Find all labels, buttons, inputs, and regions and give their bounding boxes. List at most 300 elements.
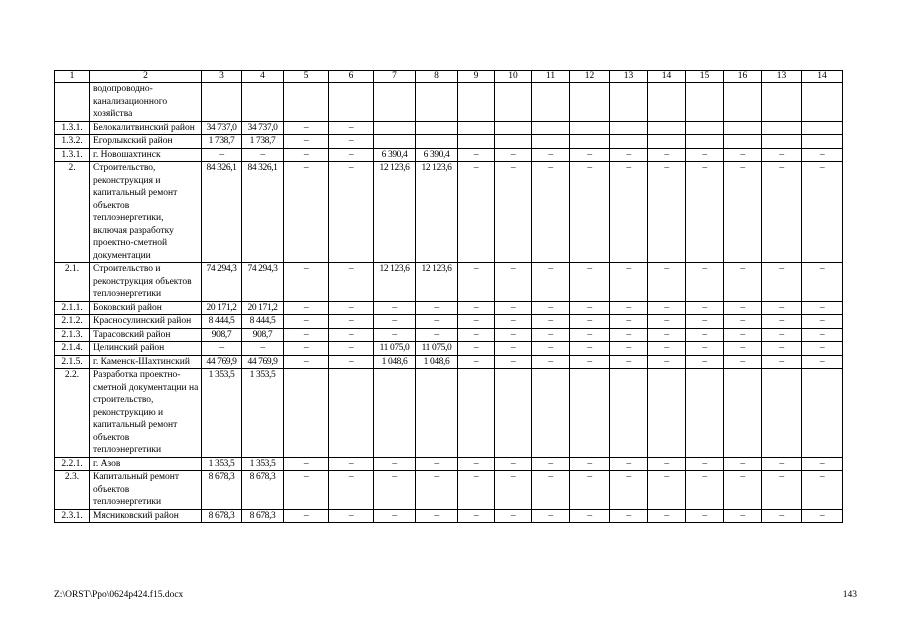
value-cell: – xyxy=(570,355,610,369)
value-cell xyxy=(724,135,762,149)
row-number: 2.1.3. xyxy=(55,328,90,342)
value-cell: – xyxy=(762,148,802,162)
value-cell: – xyxy=(762,301,802,315)
value-cell xyxy=(495,83,532,122)
value-cell: – xyxy=(458,162,495,263)
value-cell: – xyxy=(374,509,416,523)
value-cell: – xyxy=(802,301,843,315)
column-number: 15 xyxy=(686,71,724,83)
row-number xyxy=(55,83,90,122)
value-cell: 6 390,4 xyxy=(416,148,458,162)
value-cell: 84 326,1 xyxy=(202,162,242,263)
value-cell: – xyxy=(762,342,802,356)
value-cell: – xyxy=(495,263,532,302)
table-row xyxy=(55,315,843,329)
column-number: 7 xyxy=(374,71,416,83)
value-cell: – xyxy=(648,148,686,162)
value-cell xyxy=(724,83,762,122)
value-cell: 8 678,3 xyxy=(202,471,242,510)
value-cell: – xyxy=(570,315,610,329)
value-cell xyxy=(458,369,495,458)
value-cell: 34 737,0 xyxy=(202,121,242,135)
value-cell xyxy=(284,369,329,458)
value-cell: – xyxy=(686,315,724,329)
value-cell xyxy=(284,83,329,122)
value-cell: 20 171,2 xyxy=(202,301,242,315)
value-cell: 34 737,0 xyxy=(242,121,284,135)
row-name: Егорлыкский район xyxy=(90,135,202,149)
value-cell: – xyxy=(648,457,686,471)
value-cell: – xyxy=(416,509,458,523)
value-cell: – xyxy=(495,342,532,356)
value-cell: – xyxy=(686,509,724,523)
value-cell: – xyxy=(762,355,802,369)
table-row xyxy=(55,148,843,162)
value-cell: – xyxy=(495,315,532,329)
value-cell: – xyxy=(686,328,724,342)
value-cell: – xyxy=(648,328,686,342)
row-number: 2.3. xyxy=(55,471,90,510)
value-cell xyxy=(762,83,802,122)
value-cell: – xyxy=(458,355,495,369)
value-cell: 8 444,5 xyxy=(242,315,284,329)
value-cell: 1 353,5 xyxy=(242,369,284,458)
value-cell: – xyxy=(458,148,495,162)
value-cell: – xyxy=(762,315,802,329)
value-cell: – xyxy=(458,509,495,523)
value-cell xyxy=(202,83,242,122)
value-cell: – xyxy=(802,471,843,510)
row-name: Целинский район xyxy=(90,342,202,356)
value-cell: – xyxy=(762,263,802,302)
value-cell: – xyxy=(570,457,610,471)
value-cell: – xyxy=(610,355,648,369)
value-cell: – xyxy=(495,355,532,369)
value-cell xyxy=(329,369,374,458)
value-cell: 1 048,6 xyxy=(416,355,458,369)
value-cell: – xyxy=(458,471,495,510)
value-cell xyxy=(416,135,458,149)
value-cell xyxy=(374,369,416,458)
value-cell: 12 123,6 xyxy=(374,263,416,302)
row-number: 2.1. xyxy=(55,263,90,302)
value-cell: – xyxy=(802,355,843,369)
value-cell: – xyxy=(686,148,724,162)
value-cell: – xyxy=(686,162,724,263)
value-cell: – xyxy=(610,342,648,356)
column-number: 8 xyxy=(416,71,458,83)
value-cell: – xyxy=(762,457,802,471)
value-cell: – xyxy=(532,509,570,523)
value-cell: – xyxy=(570,328,610,342)
value-cell: – xyxy=(610,263,648,302)
value-cell: – xyxy=(374,471,416,510)
value-cell: – xyxy=(648,342,686,356)
value-cell xyxy=(570,369,610,458)
value-cell xyxy=(532,369,570,458)
value-cell xyxy=(570,83,610,122)
value-cell: – xyxy=(570,148,610,162)
value-cell: – xyxy=(724,162,762,263)
value-cell: – xyxy=(686,342,724,356)
column-number: 3 xyxy=(202,71,242,83)
row-number: 2.1.4. xyxy=(55,342,90,356)
value-cell: – xyxy=(374,301,416,315)
value-cell: – xyxy=(648,471,686,510)
value-cell xyxy=(762,135,802,149)
value-cell: 84 326,1 xyxy=(242,162,284,263)
row-number: 2.1.2. xyxy=(55,315,90,329)
value-cell: 1 353,5 xyxy=(202,369,242,458)
row-name: Тарасовский район xyxy=(90,328,202,342)
value-cell: – xyxy=(284,315,329,329)
value-cell: 1 353,5 xyxy=(242,457,284,471)
value-cell xyxy=(648,135,686,149)
value-cell: 11 075,0 xyxy=(416,342,458,356)
value-cell: 1 738,7 xyxy=(202,135,242,149)
value-cell: – xyxy=(610,457,648,471)
value-cell: – xyxy=(532,162,570,263)
row-name: г. Каменск-Шахтинский xyxy=(90,355,202,369)
table-row xyxy=(55,328,843,342)
value-cell xyxy=(416,121,458,135)
data-table xyxy=(54,70,843,523)
value-cell xyxy=(648,369,686,458)
row-name: Мясниковский район xyxy=(90,509,202,523)
value-cell: – xyxy=(686,355,724,369)
value-cell: 74 294,3 xyxy=(242,263,284,302)
value-cell: 74 294,3 xyxy=(202,263,242,302)
value-cell: – xyxy=(329,121,374,135)
value-cell: – xyxy=(724,457,762,471)
value-cell: – xyxy=(458,301,495,315)
value-cell xyxy=(458,121,495,135)
row-name: Боковский район xyxy=(90,301,202,315)
value-cell: – xyxy=(329,162,374,263)
column-number: 13 xyxy=(610,71,648,83)
value-cell xyxy=(570,135,610,149)
row-name: водопроводно-канализационного хозяйства xyxy=(90,83,202,122)
value-cell: – xyxy=(416,457,458,471)
row-number: 1.3.2. xyxy=(55,135,90,149)
value-cell: – xyxy=(284,301,329,315)
value-cell: – xyxy=(284,162,329,263)
value-cell xyxy=(495,135,532,149)
value-cell xyxy=(802,121,843,135)
value-cell: – xyxy=(570,263,610,302)
value-cell: – xyxy=(762,328,802,342)
value-cell: 8 444,5 xyxy=(202,315,242,329)
value-cell: – xyxy=(284,471,329,510)
value-cell: – xyxy=(532,471,570,510)
value-cell: – xyxy=(374,328,416,342)
row-name: Красносулинский район xyxy=(90,315,202,329)
value-cell: – xyxy=(284,121,329,135)
table-row xyxy=(55,355,843,369)
row-number: 2.2. xyxy=(55,369,90,458)
value-cell: – xyxy=(329,263,374,302)
value-cell: 12 123,6 xyxy=(416,263,458,302)
value-cell: 1 738,7 xyxy=(242,135,284,149)
value-cell: 908,7 xyxy=(242,328,284,342)
value-cell: – xyxy=(329,315,374,329)
value-cell: 8 678,3 xyxy=(202,509,242,523)
table-row xyxy=(55,83,843,122)
value-cell: – xyxy=(495,328,532,342)
value-cell: – xyxy=(802,263,843,302)
value-cell xyxy=(802,369,843,458)
row-number: 1.3.1. xyxy=(55,148,90,162)
value-cell: – xyxy=(416,328,458,342)
value-cell: 20 171,2 xyxy=(242,301,284,315)
value-cell: 44 769,9 xyxy=(202,355,242,369)
row-number: 2.1.1. xyxy=(55,301,90,315)
value-cell: – xyxy=(532,342,570,356)
table-row xyxy=(55,471,843,510)
value-cell: – xyxy=(284,328,329,342)
value-cell: – xyxy=(458,328,495,342)
value-cell xyxy=(458,135,495,149)
value-cell: – xyxy=(648,315,686,329)
value-cell xyxy=(610,369,648,458)
value-cell: – xyxy=(532,263,570,302)
value-cell: 1 048,6 xyxy=(374,355,416,369)
value-cell: – xyxy=(724,148,762,162)
value-cell xyxy=(416,83,458,122)
value-cell xyxy=(802,135,843,149)
value-cell: – xyxy=(802,342,843,356)
value-cell: – xyxy=(495,457,532,471)
column-number: 6 xyxy=(329,71,374,83)
value-cell: – xyxy=(724,263,762,302)
column-number: 10 xyxy=(495,71,532,83)
value-cell xyxy=(686,83,724,122)
table-row xyxy=(55,135,843,149)
row-name: г. Азов xyxy=(90,457,202,471)
column-number: 2 xyxy=(90,71,202,83)
value-cell: – xyxy=(762,471,802,510)
value-cell xyxy=(610,135,648,149)
row-name: Строительство, реконструкция и капитальный ремонт объектов теплоэнергетики, включая разработку проектно-сметной документации xyxy=(90,162,202,263)
value-cell: – xyxy=(284,135,329,149)
value-cell: – xyxy=(416,471,458,510)
value-cell: – xyxy=(802,328,843,342)
value-cell: – xyxy=(284,263,329,302)
value-cell: – xyxy=(495,162,532,263)
value-cell: 8 678,3 xyxy=(242,509,284,523)
table-row xyxy=(55,162,843,263)
value-cell: – xyxy=(329,148,374,162)
value-cell: – xyxy=(532,328,570,342)
value-cell: – xyxy=(724,315,762,329)
value-cell: – xyxy=(284,509,329,523)
value-cell: – xyxy=(495,301,532,315)
value-cell: – xyxy=(284,148,329,162)
value-cell xyxy=(458,83,495,122)
value-cell xyxy=(495,121,532,135)
value-cell: – xyxy=(610,315,648,329)
value-cell: – xyxy=(802,148,843,162)
value-cell: – xyxy=(686,263,724,302)
value-cell: – xyxy=(284,342,329,356)
value-cell xyxy=(570,121,610,135)
value-cell: – xyxy=(284,457,329,471)
row-number: 1.3.1. xyxy=(55,121,90,135)
value-cell xyxy=(648,121,686,135)
value-cell: – xyxy=(242,148,284,162)
value-cell: 8 678,3 xyxy=(242,471,284,510)
value-cell: – xyxy=(648,509,686,523)
value-cell: – xyxy=(570,162,610,263)
value-cell: – xyxy=(570,301,610,315)
value-cell: – xyxy=(416,315,458,329)
value-cell xyxy=(610,83,648,122)
value-cell: – xyxy=(724,355,762,369)
column-number: 5 xyxy=(284,71,329,83)
value-cell: – xyxy=(648,162,686,263)
row-number: 2. xyxy=(55,162,90,263)
value-cell xyxy=(495,369,532,458)
table-body xyxy=(55,71,843,523)
value-cell xyxy=(762,121,802,135)
value-cell: 1 353,5 xyxy=(202,457,242,471)
column-number: 4 xyxy=(242,71,284,83)
value-cell xyxy=(802,83,843,122)
value-cell xyxy=(762,369,802,458)
value-cell: – xyxy=(329,328,374,342)
value-cell: – xyxy=(802,162,843,263)
value-cell xyxy=(686,135,724,149)
value-cell: – xyxy=(532,457,570,471)
value-cell: – xyxy=(648,355,686,369)
value-cell: – xyxy=(686,471,724,510)
value-cell: – xyxy=(458,342,495,356)
value-cell xyxy=(724,369,762,458)
table-row xyxy=(55,342,843,356)
table-row xyxy=(55,263,843,302)
row-name: Белокалитвинский район xyxy=(90,121,202,135)
table-row xyxy=(55,369,843,458)
row-name: г. Новошахтинск xyxy=(90,148,202,162)
value-cell: – xyxy=(495,471,532,510)
value-cell: 908,7 xyxy=(202,328,242,342)
value-cell: – xyxy=(762,162,802,263)
value-cell xyxy=(686,121,724,135)
value-cell: – xyxy=(329,135,374,149)
value-cell: – xyxy=(532,315,570,329)
value-cell: – xyxy=(329,301,374,315)
table-row xyxy=(55,457,843,471)
value-cell: – xyxy=(802,509,843,523)
row-name: Разработка проектно-сметной документации на строительство, реконструкцию и капитальный ремонт объектов теплоэнергетики xyxy=(90,369,202,458)
value-cell: – xyxy=(329,342,374,356)
value-cell xyxy=(648,83,686,122)
value-cell xyxy=(532,121,570,135)
table-row xyxy=(55,121,843,135)
value-cell: – xyxy=(532,148,570,162)
value-cell: – xyxy=(610,328,648,342)
value-cell: – xyxy=(686,457,724,471)
column-number: 1 xyxy=(55,71,90,83)
value-cell: – xyxy=(242,342,284,356)
value-cell: – xyxy=(686,301,724,315)
value-cell: – xyxy=(648,301,686,315)
row-name: Строительство и реконструкция объектов теплоэнергетики xyxy=(90,263,202,302)
column-number-row xyxy=(55,71,843,83)
row-number: 2.2.1. xyxy=(55,457,90,471)
value-cell: – xyxy=(202,148,242,162)
row-number: 2.3.1. xyxy=(55,509,90,523)
value-cell: – xyxy=(329,355,374,369)
value-cell: – xyxy=(570,471,610,510)
value-cell: – xyxy=(610,301,648,315)
column-number: 9 xyxy=(458,71,495,83)
footer-file-path: Z:\ORST\Ppo\0624p424.f15.docx xyxy=(54,590,184,600)
value-cell xyxy=(724,121,762,135)
value-cell: 12 123,6 xyxy=(416,162,458,263)
value-cell: 6 390,4 xyxy=(374,148,416,162)
value-cell xyxy=(329,83,374,122)
value-cell: – xyxy=(495,509,532,523)
value-cell: – xyxy=(532,301,570,315)
value-cell: – xyxy=(329,471,374,510)
value-cell xyxy=(242,83,284,122)
value-cell: – xyxy=(724,342,762,356)
value-cell: – xyxy=(458,457,495,471)
value-cell: 11 075,0 xyxy=(374,342,416,356)
column-number: 16 xyxy=(724,71,762,83)
value-cell: – xyxy=(202,342,242,356)
value-cell: – xyxy=(458,263,495,302)
value-cell: – xyxy=(648,263,686,302)
value-cell: – xyxy=(329,457,374,471)
value-cell: – xyxy=(610,509,648,523)
value-cell: 12 123,6 xyxy=(374,162,416,263)
value-cell: – xyxy=(724,301,762,315)
column-number: 12 xyxy=(570,71,610,83)
value-cell xyxy=(610,121,648,135)
value-cell: – xyxy=(284,355,329,369)
value-cell xyxy=(416,369,458,458)
table-row xyxy=(55,301,843,315)
value-cell xyxy=(374,135,416,149)
page-number: 143 xyxy=(842,590,857,600)
value-cell: – xyxy=(570,342,610,356)
value-cell: – xyxy=(329,509,374,523)
value-cell xyxy=(532,83,570,122)
value-cell: – xyxy=(724,471,762,510)
value-cell: – xyxy=(495,148,532,162)
value-cell: – xyxy=(458,315,495,329)
value-cell: – xyxy=(724,328,762,342)
value-cell: – xyxy=(610,148,648,162)
value-cell xyxy=(532,135,570,149)
row-name: Капитальный ремонт объектов теплоэнергетики xyxy=(90,471,202,510)
value-cell: – xyxy=(802,315,843,329)
value-cell: – xyxy=(802,457,843,471)
value-cell: – xyxy=(374,457,416,471)
column-number: 14 xyxy=(648,71,686,83)
value-cell: – xyxy=(374,315,416,329)
value-cell xyxy=(374,121,416,135)
value-cell: 44 769,9 xyxy=(242,355,284,369)
value-cell: – xyxy=(610,471,648,510)
value-cell: – xyxy=(416,301,458,315)
value-cell: – xyxy=(610,162,648,263)
value-cell xyxy=(374,83,416,122)
column-number: 13 xyxy=(762,71,802,83)
value-cell xyxy=(686,369,724,458)
